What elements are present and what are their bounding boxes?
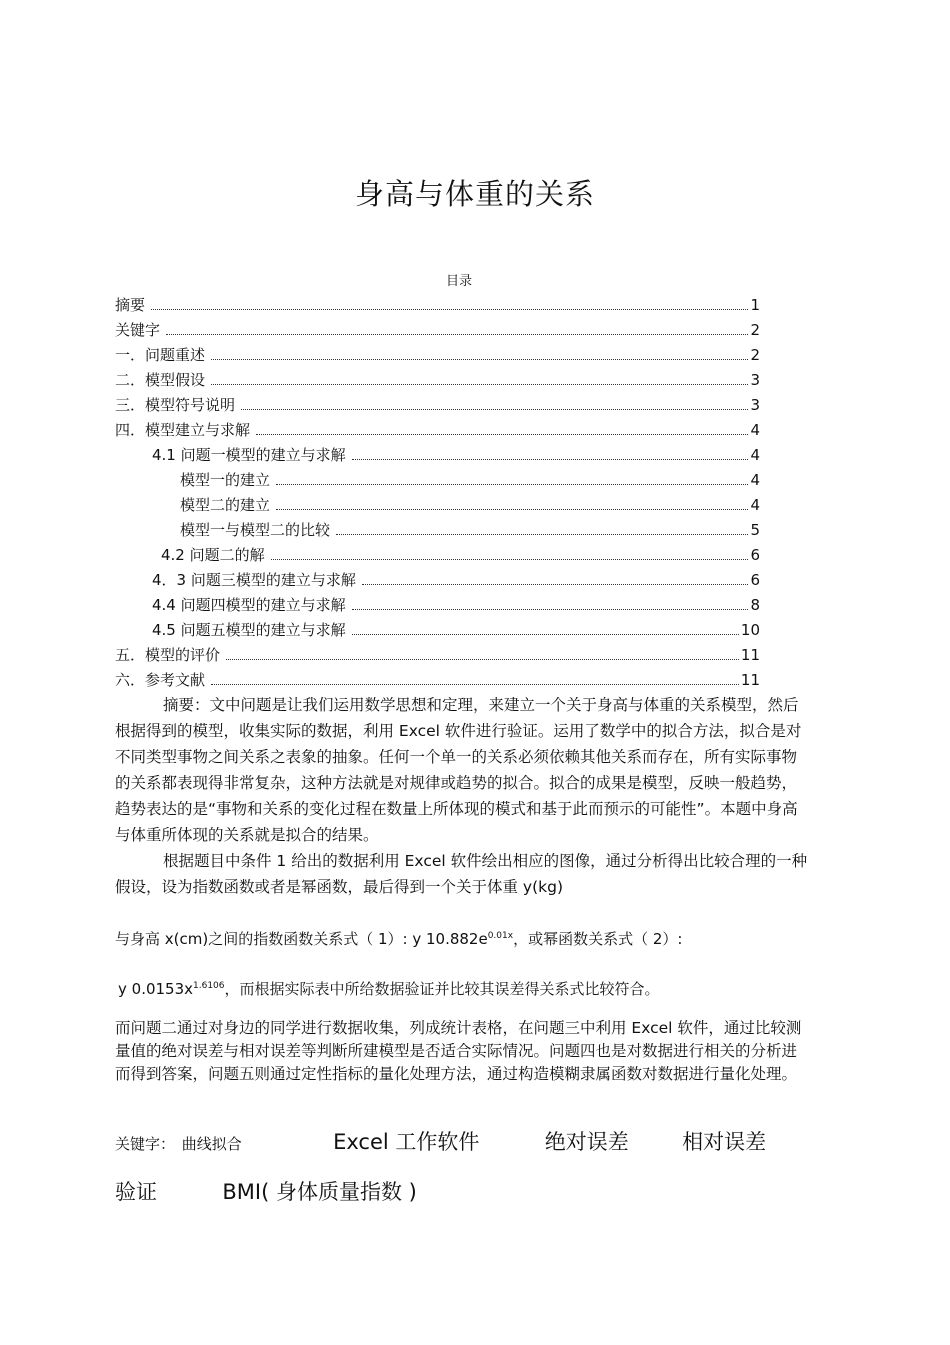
toc-entry-page: 4 <box>750 421 760 439</box>
toc-entry-page: 2 <box>750 346 760 364</box>
toc-entry-label: 五．模型的评价 <box>115 646 221 664</box>
toc-leader-dots <box>276 494 748 510</box>
table-of-contents <box>115 293 760 693</box>
toc-entry-page: 10 <box>740 621 760 639</box>
toc-entry[interactable] <box>115 368 760 393</box>
toc-entry-page: 3 <box>750 371 760 389</box>
toc-entry-page: 11 <box>740 671 760 689</box>
toc-leader-dots <box>151 294 748 310</box>
keywords-line-2 <box>115 1176 417 1206</box>
toc-leader-dots <box>362 569 749 585</box>
abstract-paragraph-1 <box>115 692 810 900</box>
keyword-item: Excel 工作软件 <box>333 1130 480 1154</box>
toc-entry[interactable] <box>115 493 760 518</box>
toc-entry[interactable] <box>115 443 760 468</box>
formula-exponential <box>115 928 682 949</box>
toc-entry-label: 一．问题重述 <box>115 346 206 364</box>
toc-entry-page: 3 <box>750 396 760 414</box>
toc-entry-label: 关键字 <box>115 321 161 339</box>
keyword-item: 验证 <box>115 1180 157 1204</box>
toc-entry[interactable] <box>115 418 760 443</box>
toc-entry[interactable] <box>115 543 760 568</box>
formula2-suffix: ，而根据实际表中所给数据验证并比较其误差得关系式比较符合。 <box>224 980 660 998</box>
toc-entry-page: 1 <box>750 296 760 314</box>
formula1-prefix: 与身高 x(cm)之间的指数函数关系式（ 1）: y 10.882e <box>115 930 488 948</box>
toc-entry[interactable] <box>115 343 760 368</box>
toc-entry-page: 11 <box>740 646 760 664</box>
document-title: 身高与体重的关系 <box>354 177 595 211</box>
toc-entry-page: 5 <box>750 521 760 539</box>
toc-leader-dots <box>166 319 748 335</box>
toc-entry-label: 六．参考文献 <box>115 671 206 689</box>
abstract-text-2: 根据题目中条件 1 给出的数据利用 Excel 软件绘出相应的图像，通过分析得出比较合理的一种假设，设为指数函数或者是幂函数，最后得到一个关于体重 y(kg) <box>115 852 808 896</box>
toc-entry-label: 三．模型符号说明 <box>115 396 236 414</box>
toc-entry[interactable] <box>115 393 760 418</box>
abstract-paragraph-3: 而问题二通过对身边的同学进行数据收集，列成统计表格，在问题三中利用 Excel 软件，通过比较测量值的绝对误差与相对误差等判断所建模型是否适合实际情况。问题四也是对数据进行相关的分析进而得到答案，问题五则通过定性指标的量化处理方法，通过构造模糊隶属函数对数据进行量化处理。 <box>115 1019 802 1083</box>
toc-entry-page: 4 <box>750 471 760 489</box>
formula2-exponent: 1.6106 <box>193 981 225 991</box>
keywords-label: 关键字： <box>115 1135 176 1153</box>
toc-leader-dots <box>241 394 748 410</box>
toc-entry-page: 2 <box>750 321 760 339</box>
keyword-item: 相对误差 <box>682 1130 767 1154</box>
toc-leader-dots <box>226 644 739 660</box>
toc-entry-label: 4.5 问题五模型的建立与求解 <box>152 621 346 639</box>
toc-leader-dots <box>276 469 748 485</box>
keyword-item: BMI( 身体质量指数 ) <box>222 1180 417 1204</box>
toc-entry-page: 4 <box>750 496 760 514</box>
toc-entry-label: 四．模型建立与求解 <box>115 421 251 439</box>
toc-entry[interactable] <box>115 668 760 693</box>
toc-entry-page: 6 <box>750 546 760 564</box>
toc-entry-label: 4.4 问题四模型的建立与求解 <box>152 596 346 614</box>
toc-entry-label: 模型一的建立 <box>180 471 271 489</box>
toc-entry[interactable] <box>115 318 760 343</box>
formula2-prefix: y 0.0153x <box>118 980 194 998</box>
toc-leader-dots <box>271 544 749 560</box>
toc-entry-label: 模型二的建立 <box>180 496 271 514</box>
toc-entry-label: 4.2 问题二的解 <box>161 546 265 564</box>
toc-entry[interactable] <box>115 643 760 668</box>
toc-entry[interactable] <box>115 593 760 618</box>
toc-entry[interactable] <box>115 293 760 318</box>
formula-power <box>118 978 660 999</box>
keywords-line-1 <box>115 1126 766 1156</box>
toc-entry-label: 摘要 <box>115 296 146 314</box>
toc-leader-dots <box>211 669 739 685</box>
toc-leader-dots <box>211 344 748 360</box>
toc-leader-dots <box>336 519 748 535</box>
toc-leader-dots <box>352 444 749 460</box>
toc-entry-page: 6 <box>750 571 760 589</box>
keyword-item: 曲线拟合 <box>181 1135 242 1153</box>
toc-entry[interactable] <box>115 618 760 643</box>
formula1-exponent: 0.01x <box>487 931 514 941</box>
toc-leader-dots <box>352 619 739 635</box>
toc-entry-label: 4.1 问题一模型的建立与求解 <box>152 446 346 464</box>
toc-entry[interactable] <box>115 568 760 593</box>
toc-entry-label: 4．3 问题三模型的建立与求解 <box>152 571 356 589</box>
toc-entry-page: 8 <box>750 596 760 614</box>
toc-entry[interactable] <box>115 468 760 493</box>
toc-entry-label: 二．模型假设 <box>115 371 206 389</box>
toc-entry-page: 4 <box>750 446 760 464</box>
toc-heading: 目录 <box>445 274 472 289</box>
toc-entry[interactable] <box>115 518 760 543</box>
toc-leader-dots <box>256 419 748 435</box>
toc-leader-dots <box>211 369 748 385</box>
toc-entry-label: 模型一与模型二的比较 <box>180 521 331 539</box>
formula1-suffix: ，或幂函数关系式（ 2）: <box>513 930 683 948</box>
keyword-item: 绝对误差 <box>544 1130 629 1154</box>
abstract-text: 摘要：文中问题是让我们运用数学思想和定理，来建立一个关于身高与体重的关系模型，然后根据得到的模型，收集实际的数据，利用 Excel 软件进行验证。运用了数学中的拟合方法，拟合是对不同类型事物之间关系之表象的抽象。任何一个单一的关系必须依赖其他关系而存在，所有实际事物的关系都表现得非常复杂，这种方法就是对规律或趋势的拟合。拟合的成果是模型，反映一般趋势，趋势表达的是“事物和关系的变化过程在数量上所体现的模式和基于此而预示的可能性”。本题中身高与体重所体现的关系就是拟合的结果。 <box>115 696 802 844</box>
toc-leader-dots <box>352 594 749 610</box>
